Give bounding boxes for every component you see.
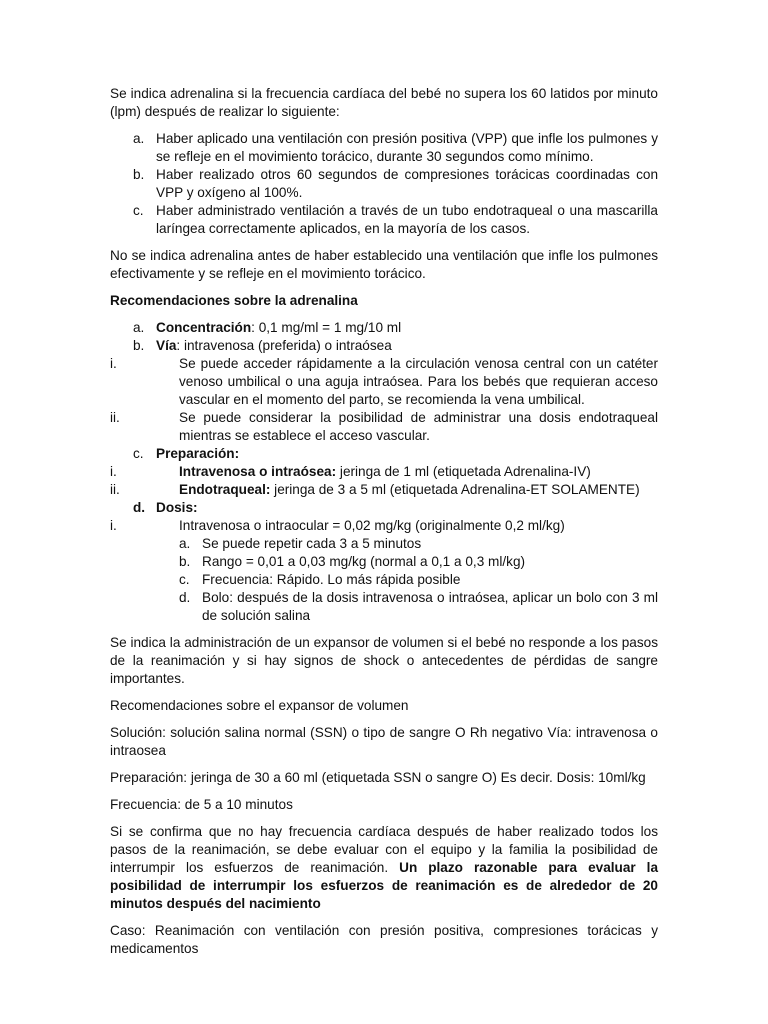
case-paragraph: Caso: Reanimación con ventilación con presión positiva, compresiones torácicas y medicamentos — [110, 923, 658, 956]
preparation-label: Preparación: — [156, 446, 240, 461]
list-item-text: Haber realizado otros 60 segundos de compresiones torácicas coordinadas con VPP y oxígeno al 100%. — [156, 167, 658, 200]
volume-preparation: Preparación: jeringa de 30 a 60 ml (etiquetada SSN o sangre O) Es decir. Dosis: 10ml/kg — [110, 770, 646, 785]
list-item-text: jeringa de 3 a 5 ml (etiquetada Adrenalina-ET SOLAMENTE) — [270, 482, 640, 497]
list-item — [110, 409, 658, 445]
list-marker: i. — [110, 518, 117, 533]
list-item — [110, 166, 658, 202]
list-marker: c. — [179, 572, 190, 587]
list-item-text: Frecuencia: Rápido. Lo más rápida posible — [202, 572, 461, 587]
list-marker: ii. — [110, 482, 120, 497]
adrenaline-heading: Recomendaciones sobre la adrenalina — [110, 293, 358, 308]
list-marker: a. — [133, 320, 145, 335]
list-marker: c. — [133, 203, 144, 218]
list-marker: c. — [133, 446, 144, 461]
list-item — [110, 517, 658, 535]
list-item-text: jeringa de 1 ml (etiquetada Adrenalina-IV) — [336, 464, 591, 479]
list-item-text: Se puede considerar la posibilidad de administrar una dosis endotraqueal mientras se establece el acceso vascular. — [179, 410, 658, 443]
list-item-text: Rango = 0,01 a 0,03 mg/kg (normal a 0,1 a 0,3 ml/kg) — [202, 554, 526, 569]
list-item-text: Haber administrado ventilación a través de un tubo endotraqueal o una mascarilla laríngea correctamente aplicados, en la mayoría de los casos. — [156, 203, 658, 236]
intro-paragraph: Se indica adrenalina si la frecuencia cardíaca del bebé no supera los 60 latidos por minuto (lpm) después de realizar lo siguiente: — [110, 86, 658, 119]
list-item-dose — [110, 499, 658, 517]
volume-solution: Solución: solución salina normal (SSN) o tipo de sangre O Rh negativo Vía: intravenosa o intraosea — [110, 725, 658, 758]
list-item-preparation — [110, 445, 658, 463]
document-page — [110, 85, 658, 967]
list-item-text: Intravenosa o intraocular = 0,02 mg/kg (originalmente 0,2 ml/kg) — [179, 518, 565, 533]
list-marker: a. — [179, 536, 191, 551]
list-marker: d. — [179, 590, 191, 605]
route-value: : intravenosa (preferida) o intraósea — [176, 338, 392, 353]
termination-text: Si se confirma que no hay frecuencia cardíaca después de haber realizado todos los pasos de la reanimación, se debe evaluar con el equipo y la familia la posibilidad de interrumpir los esfuerzos de reanimación. — [110, 824, 658, 875]
list-item-concentration — [110, 319, 658, 337]
warning-paragraph: No se indica adrenalina antes de haber establecido una ventilación que infle los pulmones efectivamente y se refleje en el movimiento torácico. — [110, 248, 658, 281]
list-marker: b. — [133, 338, 145, 353]
list-item — [110, 463, 658, 481]
list-item-text: Se puede acceder rápidamente a la circulación venosa central con un catéter venoso umbilical o una aguja intraósea. Para los bebés que requieran acceso vascular en el momento del parto, se recomienda la vena umbilical. — [179, 356, 658, 407]
concentration-label: Concentración — [156, 320, 252, 335]
list-item-text: Se puede repetir cada 3 a 5 minutos — [202, 536, 422, 551]
list-item-text: Haber aplicado una ventilación con presión positiva (VPP) que infle los pulmones y se refleje en el movimiento torácico, durante 30 segundos como mínimo. — [156, 131, 658, 164]
list-marker: i. — [110, 464, 117, 479]
list-item — [110, 571, 658, 589]
list-item — [110, 202, 658, 238]
list-marker: i. — [110, 356, 117, 371]
list-marker: d. — [133, 500, 146, 515]
concentration-value: : 0,1 mg/ml = 1 mg/10 ml — [251, 320, 402, 335]
termination-bold: Un plazo razonable para evaluar la posibilidad de interrumpir los esfuerzos de reanimación es de alrededor de 20 minutos después del nacimiento — [110, 860, 658, 911]
list-marker: a. — [133, 131, 145, 146]
list-item-label: Intravenosa o intraósea: — [179, 464, 337, 479]
volume-intro-paragraph: Se indica la administración de un expansor de volumen si el bebé no responde a los pasos de la reanimación y si hay signos de shock o antecedentes de pérdidas de sangre importantes. — [110, 635, 658, 686]
volume-frequency: Frecuencia: de 5 a 10 minutos — [110, 797, 293, 812]
list-marker: b. — [179, 554, 191, 569]
list-item — [110, 535, 658, 553]
list-item — [110, 355, 658, 409]
list-item — [110, 589, 658, 625]
list-marker: ii. — [110, 410, 120, 425]
list-item-label: Endotraqueal: — [179, 482, 271, 497]
list-item — [110, 481, 658, 499]
dose-label: Dosis: — [156, 500, 198, 515]
volume-heading: Recomendaciones sobre el expansor de volumen — [110, 698, 409, 713]
list-item — [110, 553, 658, 571]
list-item-text: Bolo: después de la dosis intravenosa o intraósea, aplicar un bolo con 3 ml de solución salina — [202, 590, 658, 623]
adrenaline-list — [110, 319, 658, 625]
route-label: Vía — [156, 338, 177, 353]
list-item-route — [110, 337, 658, 355]
termination-paragraph — [110, 823, 658, 913]
list-item — [110, 130, 658, 166]
conditions-list — [110, 130, 658, 238]
list-marker: b. — [133, 167, 145, 182]
